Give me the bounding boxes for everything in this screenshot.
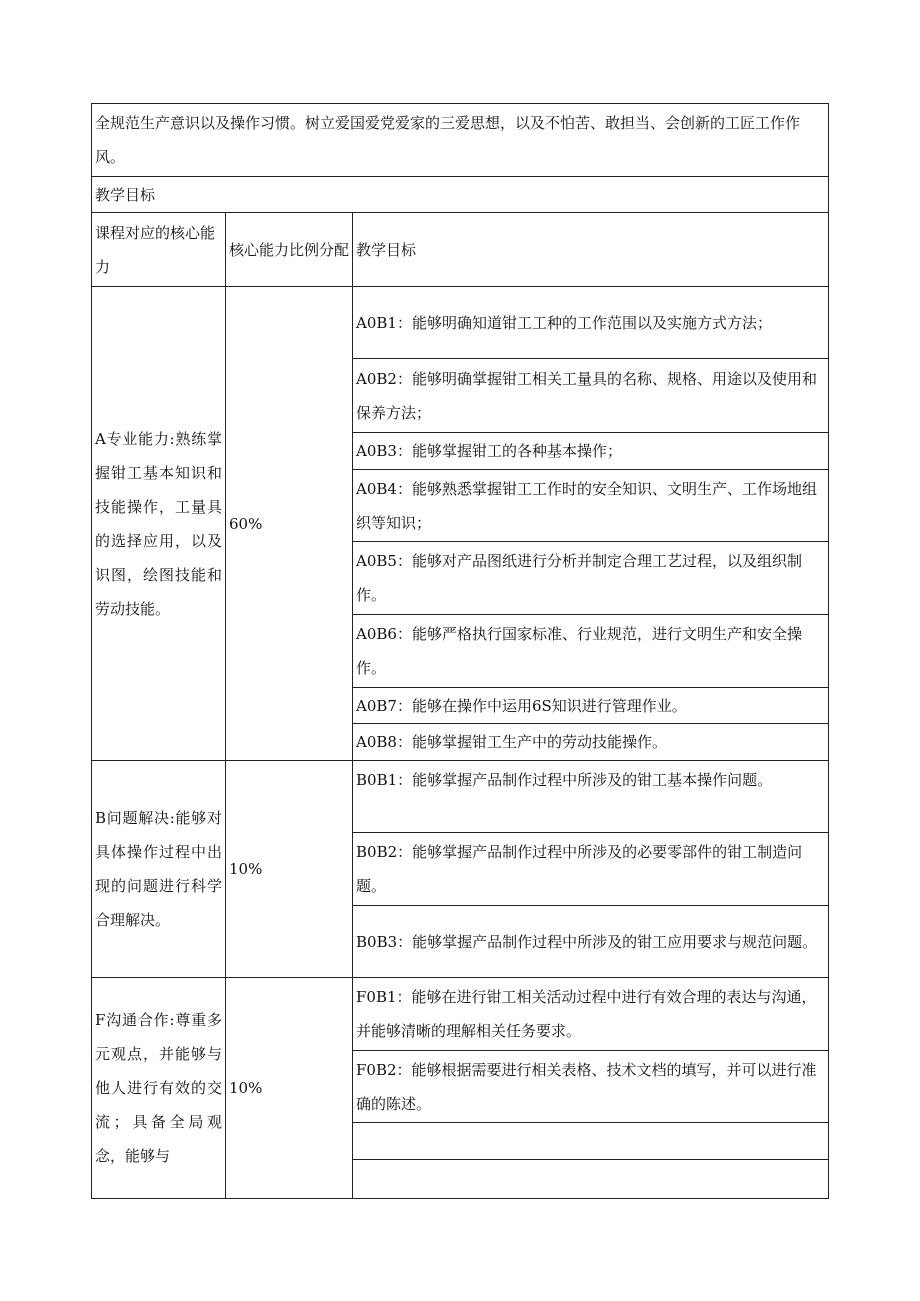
section-title: 教学目标 [92, 177, 829, 213]
ability-cell-f: F沟通合作:尊重多元观点，并能够与他人进行有效的交流；具备全局观念，能够与 [92, 978, 226, 1199]
goal-a0b2: A0B2：能够明确掌握钳工相关工量具的名称、规格、用途以及使用和保养方法； [353, 359, 829, 433]
goal-b0b1: B0B1：能够掌握产品制作过程中所涉及的钳工基本操作问题。 [353, 761, 829, 833]
teaching-goals-table [91, 103, 829, 1199]
goal-a0b1: A0B1：能够明确知道钳工工种的工作范围以及实施方式方法； [353, 287, 829, 359]
goal-empty-2 [353, 1160, 829, 1199]
header-core-ability: 课程对应的核心能力 [92, 213, 226, 287]
goal-b0b3: B0B3：能够掌握产品制作过程中所涉及的钳工应用要求与规范问题。 [353, 906, 829, 978]
goal-a0b4: A0B4：能够熟悉掌握钳工工作时的安全知识、文明生产、工作场地组织等知识； [353, 470, 829, 542]
goal-empty-1 [353, 1123, 829, 1160]
goal-a0b5: A0B5：能够对产品图纸进行分析并制定合理工艺过程，以及组织制作。 [353, 542, 829, 615]
goal-b0b2: B0B2：能够掌握产品制作过程中所涉及的必要零部件的钳工制造问题。 [353, 833, 829, 906]
header-ratio: 核心能力比例分配 [226, 213, 353, 287]
intro-row [92, 104, 829, 177]
goal-a0b8: A0B8：能够掌握钳工生产中的劳动技能操作。 [353, 724, 829, 761]
ratio-cell-f: 10% [226, 978, 353, 1199]
ability-cell-b: B问题解决:能够对具体操作过程中出现的问题进行科学合理解决。 [92, 761, 226, 978]
ability-cell-a: A专业能力:熟练掌握钳工基本知识和技能操作，工量具的选择应用，以及识图，绘图技能和劳动技能。 [92, 287, 226, 761]
intro-text: 全规范生产意识以及操作习惯。树立爱国爱党爱家的三爱思想，以及不怕苦、敢担当、会创新的工匠工作作风。 [92, 104, 829, 177]
table-row [92, 761, 829, 833]
goal-f0b2: F0B2：能够根据需要进行相关表格、技术文档的填写，并可以进行准确的陈述。 [353, 1051, 829, 1123]
table-row [92, 978, 829, 1051]
header-row [92, 213, 829, 287]
goal-f0b1: F0B1：能够在进行钳工相关活动过程中进行有效合理的表达与沟通，并能够清晰的理解相关任务要求。 [353, 978, 829, 1051]
goal-a0b7: A0B7：能够在操作中运用6S知识进行管理作业。 [353, 688, 829, 724]
goal-a0b6: A0B6：能够严格执行国家标准、行业规范，进行文明生产和安全操作。 [353, 615, 829, 688]
section-row [92, 177, 829, 213]
header-goals: 教学目标 [353, 213, 829, 287]
ratio-cell-a: 60% [226, 287, 353, 761]
ratio-cell-b: 10% [226, 761, 353, 978]
table-row [92, 287, 829, 359]
goal-a0b3: A0B3：能够掌握钳工的各种基本操作； [353, 433, 829, 470]
